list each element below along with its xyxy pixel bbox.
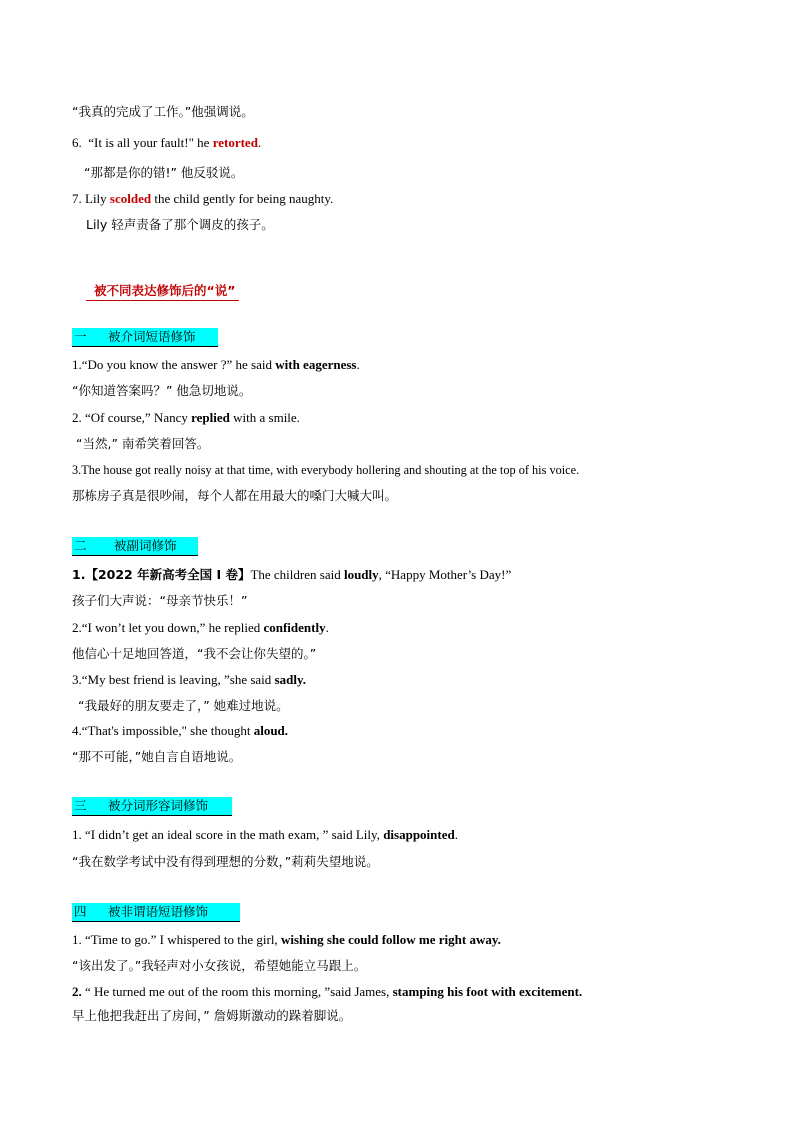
s2-example-2-translation: 他信心十足地回答道，“我不会让你失望的。” (72, 646, 317, 661)
heading-number: 一 (74, 329, 87, 344)
example-text: . (325, 620, 329, 635)
example-text: 1. “I didn’t get an ideal score in the math exam, ” said Lily, (72, 827, 384, 842)
heading-number: 二 (74, 538, 87, 553)
source-tag: 1.【2022 年新高考全国 I 卷】 (72, 567, 251, 582)
example-7-translation: Lily 轻声责备了那个调皮的孩子。 (86, 217, 274, 232)
example-text: Lily (85, 191, 110, 206)
s2-example-3 (72, 671, 306, 688)
example-text: with a smile. (229, 410, 300, 425)
keyword: aloud. (253, 723, 289, 738)
example-6 (72, 134, 261, 151)
s2-example-4-translation: “那不可能，”她自言自语地说。 (72, 749, 242, 764)
example-text: 3.“My best friend is leaving, ”she said (72, 672, 275, 687)
heading-label: 被副词修饰 (114, 538, 177, 553)
s2-example-4 (72, 722, 288, 739)
example-text: . (454, 827, 458, 842)
example-text: . (356, 357, 360, 372)
s1-example-2-translation: “当然,” 南希笑着回答。 (76, 436, 210, 451)
keyword: replied (191, 410, 230, 425)
example-text: 4.“That's impossible," she thought (72, 723, 254, 738)
example-text: the child gently for being naughty. (151, 191, 334, 206)
heading-number: 四 (74, 904, 87, 919)
s4-example-2-translation: 早上他把我赶出了房间，” 詹姆斯激动的跺着脚说。 (72, 1008, 352, 1023)
s2-example-3-translation: “我最好的朋友要走了，” 她难过地说。 (78, 698, 289, 713)
example-text: . (257, 135, 262, 150)
keyword: scolded (109, 191, 152, 206)
s2-example-2 (72, 619, 329, 636)
section-title: 被不同表达修饰后的“说” (86, 282, 239, 301)
section-heading-4 (72, 903, 240, 922)
example-7 (72, 190, 333, 207)
keyword: disappointed (383, 827, 455, 842)
heading-label: 被分词形容词修饰 (108, 798, 209, 813)
intro-line-1: “我真的完成了工作。”他强调说。 (72, 104, 254, 119)
example-6-translation: “那都是你的错!” 他反驳说。 (84, 165, 244, 180)
section-heading-1 (72, 328, 218, 347)
keyword: retorted (212, 135, 258, 150)
keyword: sadly. (274, 672, 306, 687)
keyword: wishing she could follow me right away. (280, 932, 501, 947)
s3-example-1 (72, 826, 458, 843)
example-text: 2.“I won’t let you down,” he replied (72, 620, 264, 635)
s1-example-1-translation: “你知道答案吗？” 他急切地说。 (72, 383, 252, 398)
heading-label: 被非谓语短语修饰 (108, 904, 209, 919)
s1-example-2 (72, 409, 300, 426)
s1-example-1 (72, 356, 360, 373)
s1-example-3-translation: 那栋房子真是很吵闹，每个人都在用最大的嗓门大喊大叫。 (72, 488, 398, 503)
keyword: loudly (343, 567, 379, 582)
s3-example-1-translation: “我在数学考试中没有得到理想的分数，”莉莉失望地说。 (72, 854, 379, 869)
keyword: stamping his foot with excitement. (392, 984, 583, 999)
section-heading-2 (72, 537, 198, 556)
example-text: “It is all your fault!" he (88, 135, 213, 150)
s2-example-1-translation: 孩子们大声说：“母亲节快乐！” (72, 593, 248, 608)
s4-example-1 (72, 931, 501, 948)
s1-example-3: 3.The house got really noisy at that time, with everybody hollering and shouting at the top of his voice. (72, 463, 580, 477)
keyword: confidently (263, 620, 326, 635)
heading-label: 被介词短语修饰 (108, 329, 196, 344)
keyword: with eagerness (275, 357, 357, 372)
example-number: 2. (72, 984, 82, 999)
example-text: The children said (250, 567, 344, 582)
s4-example-1-translation: “该出发了。”我轻声对小女孩说，希望她能立马跟上。 (72, 958, 367, 973)
section-heading-3 (72, 797, 232, 816)
example-number: 6. (72, 135, 82, 150)
example-number: 7. (72, 191, 82, 206)
s4-example-2 (72, 983, 582, 1000)
heading-number: 三 (74, 798, 87, 813)
example-text: 1.“Do you know the answer ?” he said (72, 357, 276, 372)
example-text: 2. “Of course,” Nancy (72, 410, 192, 425)
example-text: 1. “Time to go.” I whispered to the girl, (72, 932, 281, 947)
example-text: “ He turned me out of the room this morning, ”said James, (81, 984, 393, 999)
example-text: , “Happy Mother’s Day!” (378, 567, 512, 582)
s2-example-1 (72, 566, 511, 583)
